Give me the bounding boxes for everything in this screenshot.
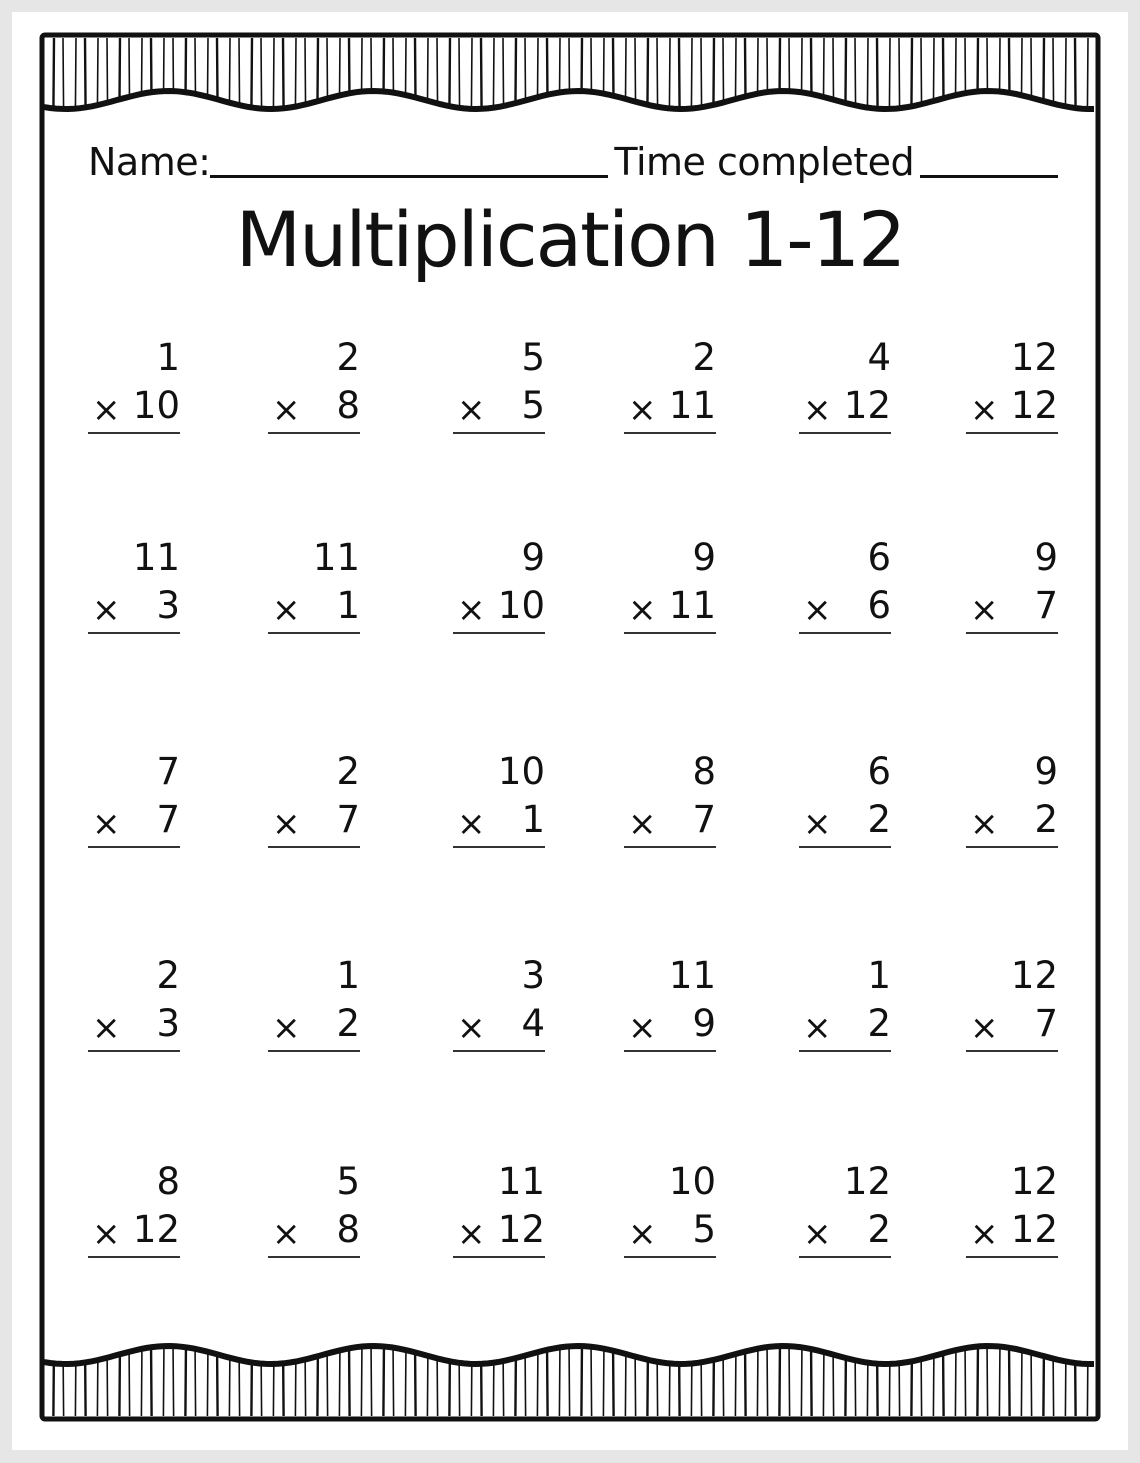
answer-line: [624, 846, 716, 848]
name-field[interactable]: [210, 135, 608, 178]
top-factor: 11: [312, 536, 360, 579]
multiplication-problem[interactable]: [453, 750, 545, 860]
multiplication-problem[interactable]: [966, 954, 1058, 1064]
bottom-factor: 9: [692, 1002, 716, 1045]
answer-line: [88, 846, 180, 848]
top-factor: 12: [843, 1160, 891, 1203]
multiplication-problem[interactable]: [624, 1160, 716, 1270]
times-sign: ×: [628, 590, 657, 630]
answer-line: [453, 1050, 545, 1052]
top-factor: 9: [692, 536, 716, 579]
times-sign: ×: [92, 390, 121, 430]
times-sign: ×: [628, 390, 657, 430]
times-sign: ×: [272, 390, 301, 430]
times-sign: ×: [803, 1214, 832, 1254]
multiplication-problem[interactable]: [966, 536, 1058, 646]
top-factor: 6: [867, 536, 891, 579]
times-sign: ×: [803, 590, 832, 630]
answer-line: [88, 432, 180, 434]
time-completed-field[interactable]: [920, 135, 1058, 178]
top-factor: 2: [336, 336, 360, 379]
top-factor: 11: [668, 954, 716, 997]
times-sign: ×: [272, 1214, 301, 1254]
times-sign: ×: [457, 1214, 486, 1254]
bottom-factor: 10: [132, 384, 180, 427]
multiplication-problem[interactable]: [453, 336, 545, 446]
top-factor: 6: [867, 750, 891, 793]
times-sign: ×: [803, 1008, 832, 1048]
answer-line: [268, 846, 360, 848]
bottom-factor: 7: [692, 798, 716, 841]
multiplication-problem[interactable]: [268, 954, 360, 1064]
multiplication-problem[interactable]: [799, 1160, 891, 1270]
bottom-factor: 8: [336, 1208, 360, 1251]
top-factor: 1: [867, 954, 891, 997]
answer-line: [966, 1256, 1058, 1258]
times-sign: ×: [272, 1008, 301, 1048]
times-sign: ×: [457, 804, 486, 844]
bottom-factor: 11: [668, 384, 716, 427]
multiplication-problem[interactable]: [966, 336, 1058, 446]
answer-line: [799, 432, 891, 434]
answer-line: [453, 632, 545, 634]
answer-line: [453, 846, 545, 848]
multiplication-problem[interactable]: [88, 954, 180, 1064]
bottom-factor: 10: [497, 584, 545, 627]
answer-line: [624, 1256, 716, 1258]
bottom-factor: 1: [521, 798, 545, 841]
times-sign: ×: [970, 1008, 999, 1048]
times-sign: ×: [92, 1214, 121, 1254]
multiplication-problem[interactable]: [966, 1160, 1058, 1270]
times-sign: ×: [272, 590, 301, 630]
top-factor: 5: [336, 1160, 360, 1203]
multiplication-problem[interactable]: [268, 1160, 360, 1270]
top-factor: 11: [497, 1160, 545, 1203]
times-sign: ×: [970, 390, 999, 430]
bottom-factor: 2: [867, 798, 891, 841]
answer-line: [268, 1050, 360, 1052]
multiplication-problem[interactable]: [624, 336, 716, 446]
multiplication-problem[interactable]: [624, 954, 716, 1064]
multiplication-problem[interactable]: [268, 750, 360, 860]
top-factor: 8: [692, 750, 716, 793]
answer-line: [624, 432, 716, 434]
times-sign: ×: [628, 804, 657, 844]
times-sign: ×: [628, 1008, 657, 1048]
times-sign: ×: [92, 590, 121, 630]
bottom-factor: 3: [156, 1002, 180, 1045]
bottom-factor: 12: [843, 384, 891, 427]
multiplication-problem[interactable]: [453, 536, 545, 646]
bottom-factor: 2: [867, 1208, 891, 1251]
multiplication-problem[interactable]: [453, 1160, 545, 1270]
multiplication-problem[interactable]: [88, 1160, 180, 1270]
bottom-factor: 6: [867, 584, 891, 627]
answer-line: [966, 632, 1058, 634]
top-factor: 1: [156, 336, 180, 379]
multiplication-problem[interactable]: [453, 954, 545, 1064]
worksheet-title: Multiplication 1-12: [235, 195, 905, 284]
top-factor: 12: [1010, 336, 1058, 379]
times-sign: ×: [803, 804, 832, 844]
multiplication-problem[interactable]: [88, 336, 180, 446]
multiplication-problem[interactable]: [624, 536, 716, 646]
time-completed-label: Time completed: [614, 140, 915, 184]
name-label: Name:: [88, 140, 211, 184]
multiplication-problem[interactable]: [624, 750, 716, 860]
multiplication-problem[interactable]: [966, 750, 1058, 860]
answer-line: [966, 846, 1058, 848]
answer-line: [799, 1050, 891, 1052]
times-sign: ×: [970, 804, 999, 844]
bottom-factor: 7: [336, 798, 360, 841]
top-factor: 12: [1010, 954, 1058, 997]
multiplication-problem[interactable]: [88, 536, 180, 646]
bottom-factor: 8: [336, 384, 360, 427]
bottom-factor: 12: [132, 1208, 180, 1251]
answer-line: [799, 1256, 891, 1258]
top-factor: 11: [132, 536, 180, 579]
times-sign: ×: [92, 1008, 121, 1048]
bottom-factor: 12: [497, 1208, 545, 1251]
answer-line: [799, 632, 891, 634]
top-factor: 4: [867, 336, 891, 379]
top-factor: 8: [156, 1160, 180, 1203]
multiplication-problem[interactable]: [88, 750, 180, 860]
answer-line: [966, 432, 1058, 434]
top-factor: 2: [692, 336, 716, 379]
times-sign: ×: [457, 590, 486, 630]
answer-line: [268, 1256, 360, 1258]
top-factor: 2: [336, 750, 360, 793]
times-sign: ×: [457, 1008, 486, 1048]
multiplication-problem[interactable]: [799, 750, 891, 860]
top-factor: 9: [1034, 536, 1058, 579]
answer-line: [453, 1256, 545, 1258]
answer-line: [88, 632, 180, 634]
header-row: [88, 128, 1058, 184]
top-factor: 9: [1034, 750, 1058, 793]
multiplication-problem[interactable]: [268, 336, 360, 446]
bottom-factor: 2: [867, 1002, 891, 1045]
times-sign: ×: [457, 390, 486, 430]
bottom-factor: 1: [336, 584, 360, 627]
top-factor: 9: [521, 536, 545, 579]
bottom-factor: 12: [1010, 384, 1058, 427]
times-sign: ×: [92, 804, 121, 844]
answer-line: [268, 632, 360, 634]
bottom-factor: 5: [692, 1208, 716, 1251]
bottom-factor: 7: [1034, 584, 1058, 627]
answer-line: [88, 1256, 180, 1258]
bottom-factor: 2: [336, 1002, 360, 1045]
times-sign: ×: [970, 590, 999, 630]
top-factor: 12: [1010, 1160, 1058, 1203]
top-factor: 2: [156, 954, 180, 997]
bottom-factor: 12: [1010, 1208, 1058, 1251]
answer-line: [624, 1050, 716, 1052]
multiplication-problem[interactable]: [268, 536, 360, 646]
top-factor: 5: [521, 336, 545, 379]
times-sign: ×: [970, 1214, 999, 1254]
bottom-factor: 2: [1034, 798, 1058, 841]
answer-line: [268, 432, 360, 434]
times-sign: ×: [803, 390, 832, 430]
bottom-factor: 3: [156, 584, 180, 627]
top-factor: 7: [156, 750, 180, 793]
top-factor: 3: [521, 954, 545, 997]
bottom-factor: 7: [1034, 1002, 1058, 1045]
answer-line: [88, 1050, 180, 1052]
answer-line: [624, 632, 716, 634]
times-sign: ×: [272, 804, 301, 844]
answer-line: [453, 432, 545, 434]
answer-line: [966, 1050, 1058, 1052]
multiplication-problem[interactable]: [799, 954, 891, 1064]
top-factor: 1: [336, 954, 360, 997]
bottom-factor: 11: [668, 584, 716, 627]
bottom-factor: 4: [521, 1002, 545, 1045]
multiplication-problem[interactable]: [799, 536, 891, 646]
multiplication-problem[interactable]: [799, 336, 891, 446]
top-factor: 10: [668, 1160, 716, 1203]
times-sign: ×: [628, 1214, 657, 1254]
top-factor: 10: [497, 750, 545, 793]
answer-line: [799, 846, 891, 848]
bottom-factor: 5: [521, 384, 545, 427]
bottom-factor: 7: [156, 798, 180, 841]
